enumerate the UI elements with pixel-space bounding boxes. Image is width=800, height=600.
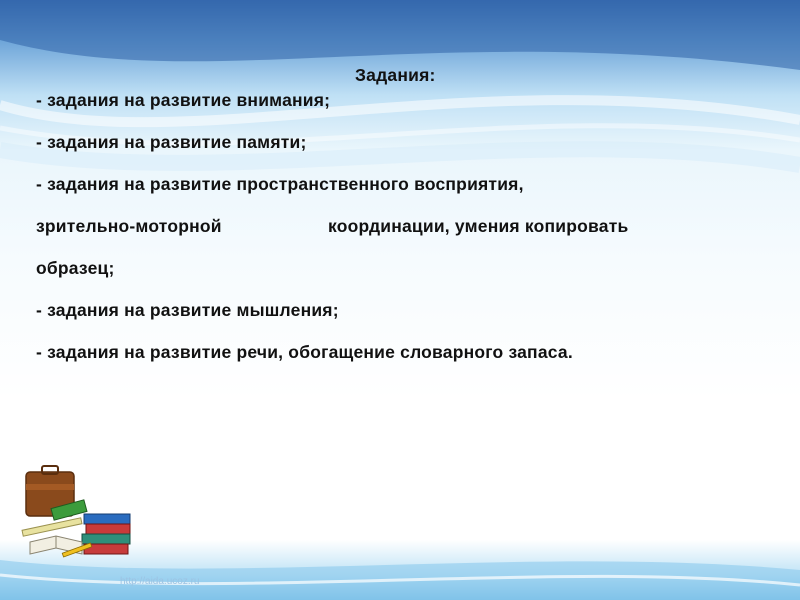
task-coordination: координации, умения копировать xyxy=(328,216,629,236)
task-sample: образец; xyxy=(36,258,115,278)
task-visual-motor-row xyxy=(36,216,776,236)
task-attention: - задания на развитие внимания; xyxy=(36,90,331,110)
task-list xyxy=(36,64,776,362)
task-thinking: - задания на развитие мышления; xyxy=(36,300,339,320)
books-briefcase-icon xyxy=(12,462,142,562)
task-visual-motor: зрительно-моторной xyxy=(36,216,222,236)
task-spatial-perception: - задания на развитие пространственного восприятия, xyxy=(36,174,524,194)
footer-url: http://aida.ucoz.ru xyxy=(120,576,200,587)
slide-title: Задания: xyxy=(355,65,436,85)
task-memory: - задания на развитие памяти; xyxy=(36,132,307,152)
task-speech: - задания на развитие речи, обогащение словарного запаса. xyxy=(36,342,573,362)
